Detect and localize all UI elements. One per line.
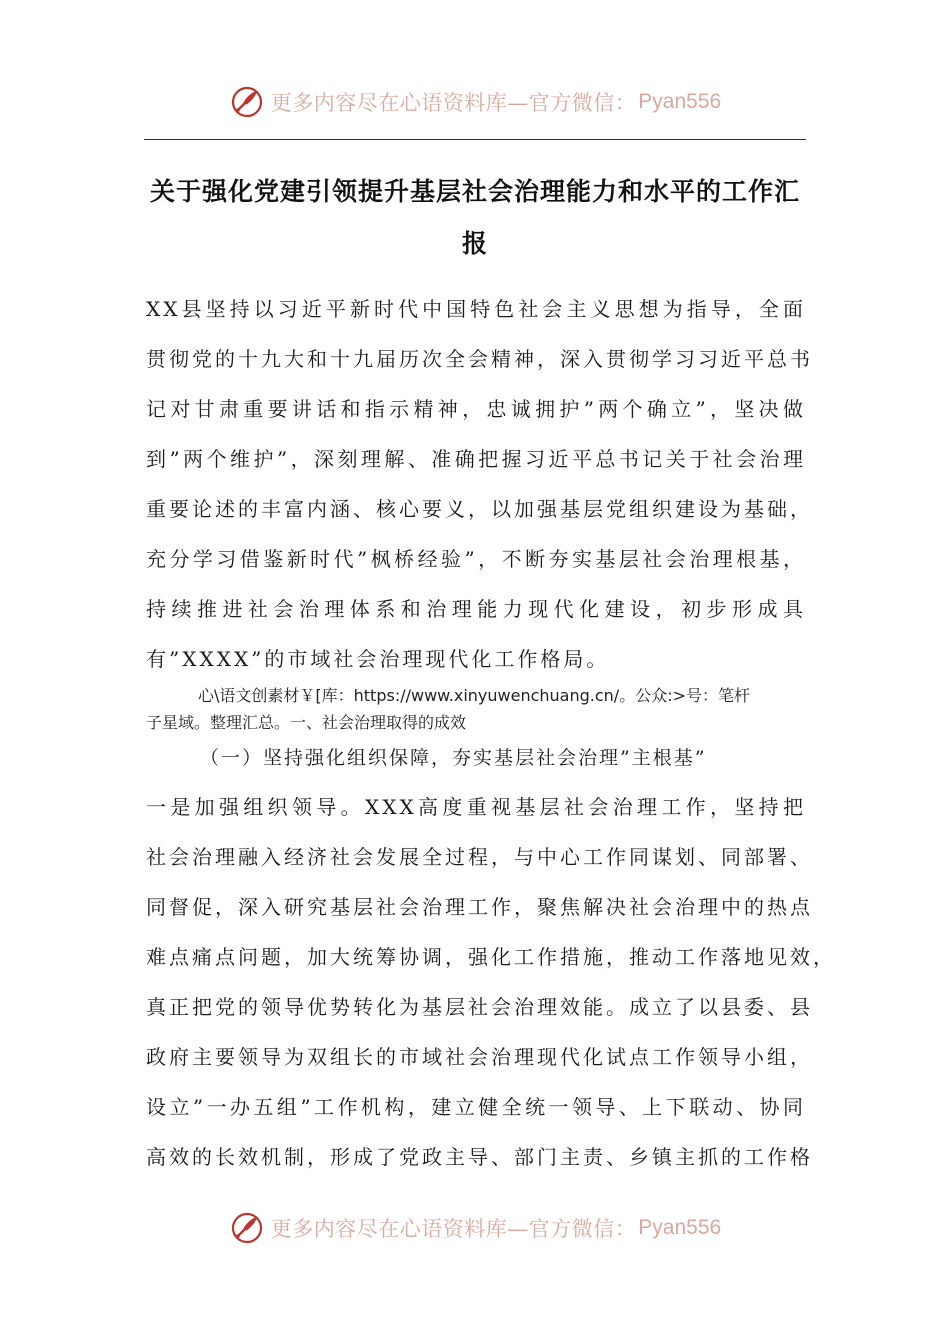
source-line: 心\语文创素材￥[库：https://www.xinyuwenchuang.cn/。公众:>号：笔杆 bbox=[198, 686, 750, 705]
intro-paragraph bbox=[146, 284, 813, 684]
paragraph-line: 政府主要领导为双组长的市域社会治理现代化试点工作领导小组， bbox=[146, 1045, 813, 1069]
header-banner bbox=[0, 80, 950, 124]
banner-text: 更多内容尽在心语资料库—官方微信： bbox=[270, 91, 637, 115]
banner-wechat-id: Pyan556 bbox=[638, 90, 722, 113]
paragraph-line: 充分学习借鉴新时代”枫桥经验”，不断夯实基层社会治理根基， bbox=[146, 547, 806, 571]
title-line: 关于强化党建引领提升基层社会治理能力和水平的工作汇 bbox=[149, 177, 800, 206]
document-title bbox=[140, 166, 810, 270]
footer-banner bbox=[0, 1206, 950, 1250]
paragraph-line: 持续推进社会治理体系和治理能力现代化建设，初步形成具 bbox=[146, 597, 806, 621]
paragraph-line: 高效的长效机制，形成了党政主导、部门主责、乡镇主抓的工作格 bbox=[146, 1145, 813, 1169]
paragraph-line: 一是加强组织领导。XXX高度重视基层社会治理工作，坚持把 bbox=[146, 795, 806, 819]
paragraph-line: 真正把党的领导优势转化为基层社会治理效能。成立了以县委、县 bbox=[146, 995, 813, 1019]
paragraph-line: 难点痛点问题，加大统筹协调，强化工作措施，推动工作落地见效， bbox=[146, 945, 836, 969]
banner-wechat-id: Pyan556 bbox=[638, 1216, 722, 1239]
title-line: 报 bbox=[461, 229, 488, 258]
body-paragraph bbox=[146, 782, 836, 1182]
paragraph-line: 记对甘肃重要讲话和指示精神，忠诚拥护”两个确立”，坚决做 bbox=[146, 397, 806, 421]
paragraph-line: 同督促，深入研究基层社会治理工作，聚焦解决社会治理中的热点 bbox=[146, 895, 813, 919]
quill-logo-icon bbox=[229, 84, 265, 120]
section-subheading: （一）坚持强化组织保障，夯实基层社会治理”主根基” bbox=[200, 747, 707, 769]
quill-logo-icon bbox=[229, 1210, 265, 1246]
paragraph-line: 有”XXXX”的市域社会治理现代化工作格局。 bbox=[146, 647, 610, 671]
source-note bbox=[146, 682, 811, 736]
paragraph-line: 重要论述的丰富内涵、核心要义，以加强基层党组织建设为基础， bbox=[146, 497, 813, 521]
paragraph-line: 社会治理融入经济社会发展全过程，与中心工作同谋划、同部署、 bbox=[146, 845, 813, 869]
source-line: 子星域。整理汇总。一、社会治理取得的成效 bbox=[146, 713, 467, 732]
header-divider bbox=[144, 139, 806, 140]
banner-text: 更多内容尽在心语资料库—官方微信： bbox=[270, 1217, 637, 1241]
paragraph-line: 到”两个维护”，深刻理解、准确把握习近平总书记关于社会治理 bbox=[146, 447, 806, 471]
paragraph-line: XX县坚持以习近平新时代中国特色社会主义思想为指导，全面 bbox=[146, 297, 806, 321]
paragraph-line: 贯彻党的十九大和十九届历次全会精神，深入贯彻学习习近平总书 bbox=[146, 347, 813, 371]
paragraph-line: 设立”一办五组”工作机构，建立健全统一领导、上下联动、协同 bbox=[146, 1095, 806, 1119]
